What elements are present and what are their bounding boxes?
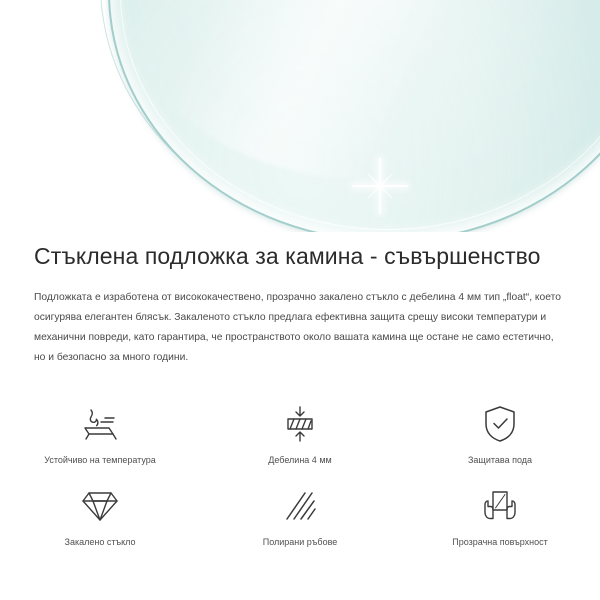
feature-label: Защитава пода bbox=[467, 455, 533, 465]
shield-check-icon bbox=[478, 402, 522, 446]
feature-label: Устойчиво на температура bbox=[44, 455, 156, 465]
feature-item bbox=[200, 396, 400, 474]
page-title: Стъклена подложка за камина - съвършенство bbox=[34, 243, 541, 269]
feature-item bbox=[400, 478, 600, 556]
feature-label: Полирани ръбове bbox=[262, 537, 338, 547]
description-paragraph: Подложката е изработена от висококачествено, прозрачно закалено стъкло с дебелина 4 мм тип „float“, което осигурява елегантен блясък. Закаленото стъкло предлага ефективна защита срещу високи температури и механични повреди, като гарантира, че пространството около вашата камина ще остане не само естетично, но и безопасно за много години. bbox=[34, 292, 561, 363]
feature-label: Прозрачна повърхност bbox=[452, 537, 548, 547]
feature-grid bbox=[0, 396, 600, 556]
hero-image bbox=[0, 0, 600, 232]
content-block bbox=[0, 232, 600, 368]
glass-disc bbox=[108, 0, 600, 232]
polished-edge-icon bbox=[278, 484, 322, 528]
feature-item bbox=[400, 396, 600, 474]
feature-item bbox=[0, 478, 200, 556]
feature-label: Дебелина 4 мм bbox=[268, 455, 332, 465]
transparent-surface-hands-icon bbox=[478, 484, 522, 528]
fire-temperature-icon bbox=[78, 402, 122, 446]
feature-label: Закалено стъкло bbox=[64, 537, 136, 547]
feature-item bbox=[200, 478, 400, 556]
thickness-arrows-icon bbox=[278, 402, 322, 446]
feature-item bbox=[0, 396, 200, 474]
diamond-icon bbox=[78, 484, 122, 528]
